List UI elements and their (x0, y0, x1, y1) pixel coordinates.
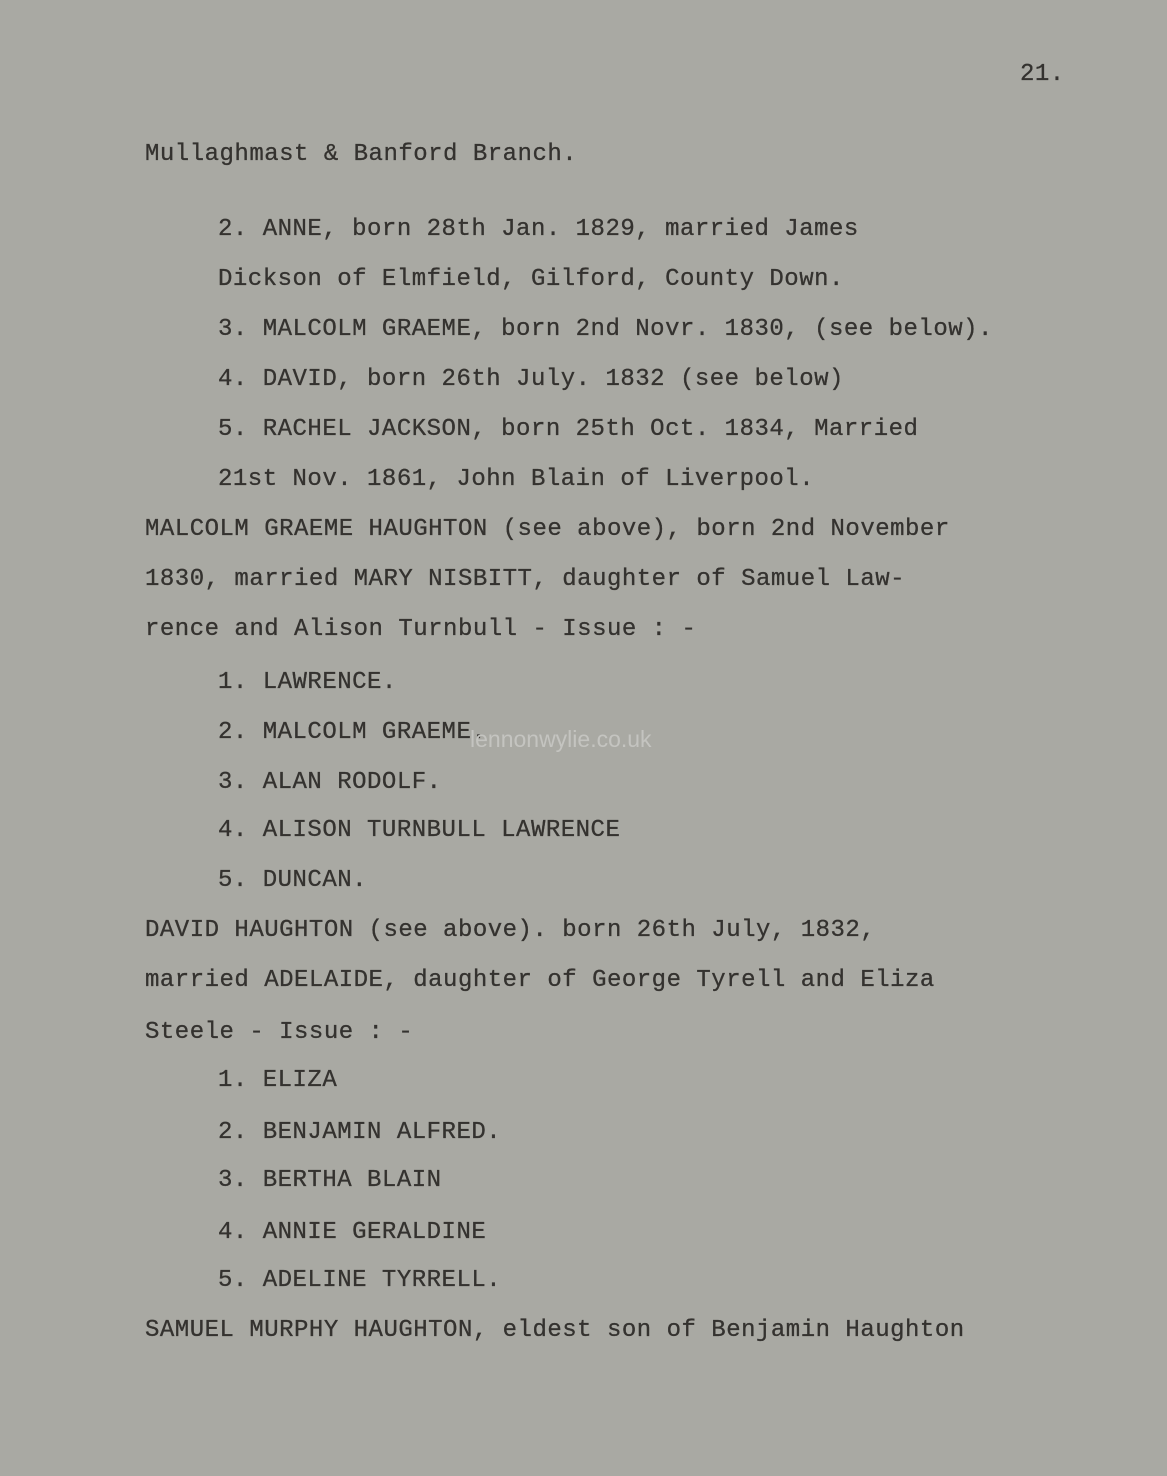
text-line: rence and Alison Turnbull - Issue : - (145, 616, 697, 643)
text-line: 3. MALCOLM GRAEME, born 2nd Novr. 1830, (see below). (218, 316, 993, 343)
list-item: 3. ALAN RODOLF. (218, 769, 442, 796)
text-line: married ADELAIDE, daughter of George Tyrell and Eliza (145, 967, 935, 994)
list-item: 1. LAWRENCE. (218, 669, 397, 696)
list-item: 2. BENJAMIN ALFRED. (218, 1119, 502, 1146)
list-item: 4. ANNIE GERALDINE (218, 1219, 487, 1246)
watermark: lennonwylie.co.uk (470, 726, 652, 752)
text-line: 21st Nov. 1861, John Blain of Liverpool. (218, 466, 815, 493)
list-item: 4. ALISON TURNBULL LAWRENCE (218, 817, 621, 844)
page-number: 21. (1020, 61, 1065, 88)
text-line: Dickson of Elmfield, Gilford, County Down. (218, 266, 844, 293)
text-line: DAVID HAUGHTON (see above). born 26th July, 1832, (145, 917, 876, 944)
text-line: 1830, married MARY NISBITT, daughter of Samuel Law- (145, 566, 906, 593)
list-item: 5. DUNCAN. (218, 867, 368, 894)
text-line: MALCOLM GRAEME HAUGHTON (see above), born 2nd November (145, 516, 950, 543)
text-line: Steele - Issue : - (145, 1019, 414, 1046)
text-line: 4. DAVID, born 26th July. 1832 (see below) (218, 366, 844, 393)
list-item: 3. BERTHA BLAIN (218, 1167, 442, 1194)
list-item: 2. MALCOLM GRAEME. (218, 719, 487, 746)
section-heading: Mullaghmast & Banford Branch. (145, 141, 578, 168)
text-line: SAMUEL MURPHY HAUGHTON, eldest son of Benjamin Haughton (145, 1317, 965, 1344)
text-line: 2. ANNE, born 28th Jan. 1829, married James (218, 216, 859, 243)
list-item: 1. ELIZA (218, 1067, 338, 1094)
list-item: 5. ADELINE TYRRELL. (218, 1267, 502, 1294)
text-line: 5. RACHEL JACKSON, born 25th Oct. 1834, Married (218, 416, 919, 443)
